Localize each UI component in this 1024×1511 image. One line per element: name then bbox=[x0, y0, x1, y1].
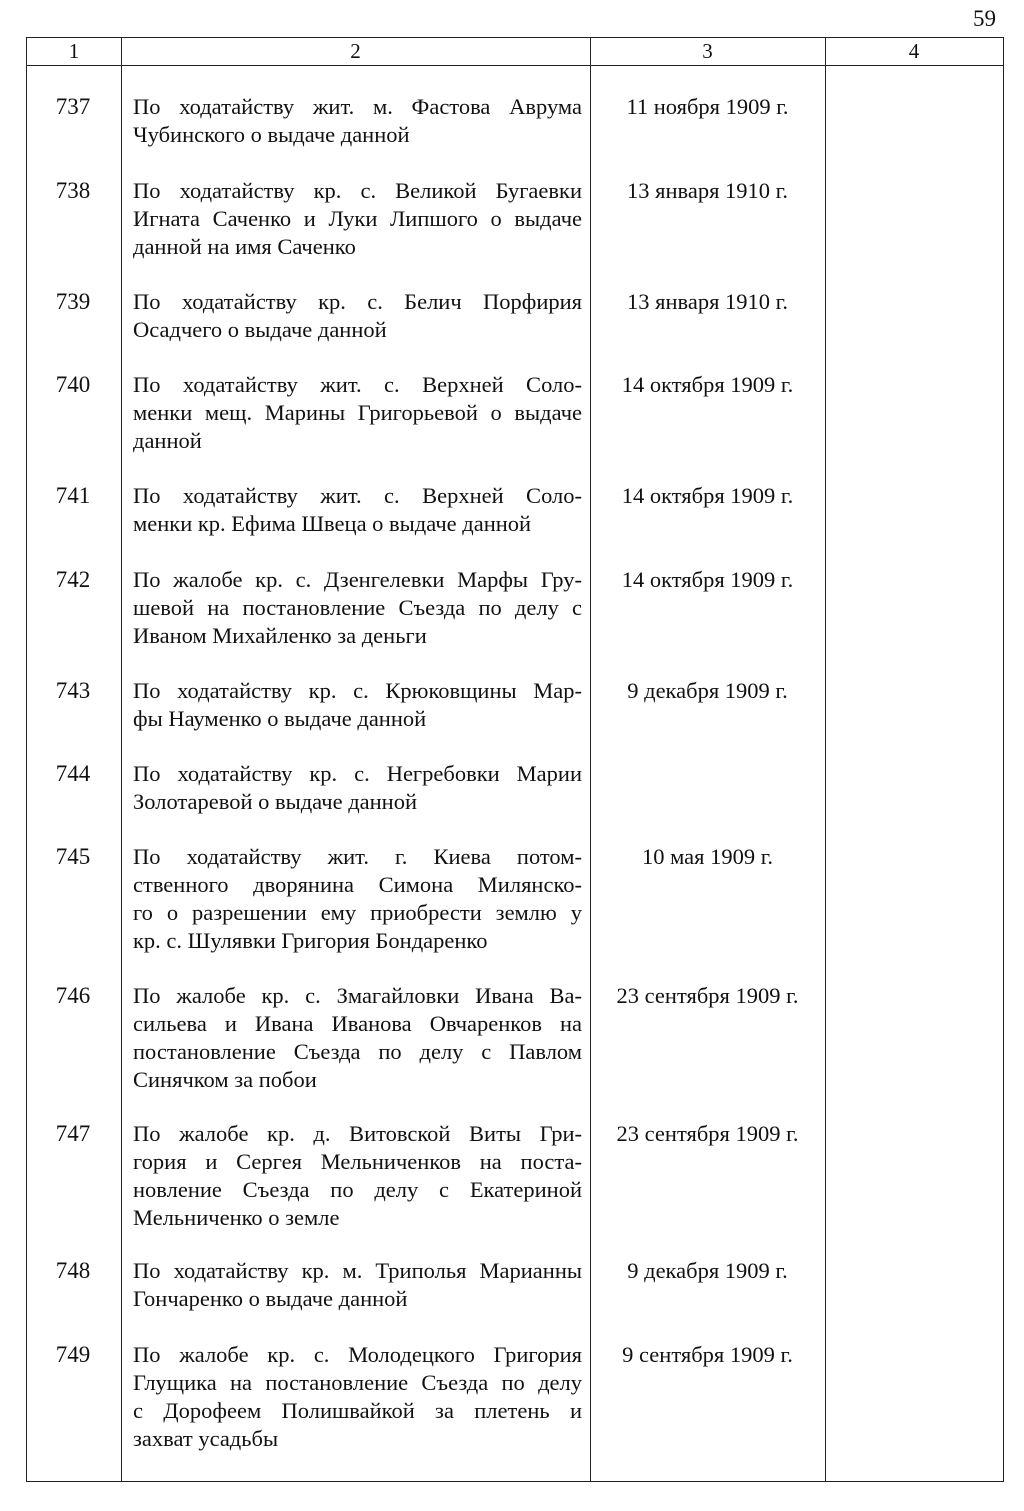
description-line: Глущика на постановление Съезда по делу bbox=[133, 1370, 582, 1395]
description-line: Осадчего о выдаче данной bbox=[133, 317, 387, 342]
entry-description bbox=[133, 1120, 582, 1232]
description-line: Синячком за побои bbox=[133, 1067, 317, 1092]
entry-description bbox=[133, 288, 582, 344]
entry-date: 9 декабря 1909 г. bbox=[627, 1258, 788, 1283]
description-line: Гончаренко о выдаче данной bbox=[133, 1286, 408, 1311]
entry-number: 742 bbox=[55, 567, 91, 592]
description-line: фы Науменко о выдаче данной bbox=[133, 706, 427, 731]
entry-number: 738 bbox=[55, 178, 91, 203]
description-line: По ходатайству жит. с. Верхней Соло- bbox=[133, 483, 582, 508]
entry-date: 10 мая 1909 г. bbox=[641, 844, 774, 869]
entry-description bbox=[133, 1341, 582, 1453]
entry-number: 743 bbox=[55, 678, 91, 703]
entry-date: 9 сентября 1909 г. bbox=[622, 1342, 793, 1367]
description-line: данной на имя Саченко bbox=[133, 234, 356, 259]
entry-description bbox=[133, 843, 582, 955]
description-line: Игната Саченко и Луки Липшого о выдаче bbox=[133, 206, 582, 231]
entry-number: 740 bbox=[55, 372, 91, 397]
description-line: кр. с. Шулявки Григория Бондаренко bbox=[133, 928, 488, 953]
entry-number: 744 bbox=[55, 761, 91, 786]
description-line: По жалобе кр. с. Молодецкого Григория bbox=[133, 1342, 582, 1367]
description-line: Золотаревой о выдаче данной bbox=[133, 789, 418, 814]
page-number: 59 bbox=[973, 6, 996, 31]
entry-number: 746 bbox=[55, 983, 91, 1008]
description-line: По ходатайству кр. м. Триполья Марианны bbox=[133, 1258, 582, 1283]
entry-date: 13 января 1910 г. bbox=[627, 178, 788, 203]
entry-description bbox=[133, 760, 582, 816]
entry-date: 23 сентября 1909 г. bbox=[616, 1121, 799, 1146]
description-line: Чубинского о выдаче данной bbox=[133, 122, 410, 147]
description-line: ственного дворянина Симона Милянско- bbox=[133, 872, 582, 897]
entry-number: 747 bbox=[55, 1121, 91, 1146]
description-line: менки мещ. Марины Григорьевой о выдаче bbox=[133, 400, 582, 425]
column-divider-1 bbox=[121, 38, 122, 1481]
description-line: го о разрешении ему приобрести землю у bbox=[133, 900, 582, 925]
description-line: По жалобе кр. д. Витовской Виты Гри- bbox=[133, 1121, 582, 1146]
description-line: По жалобе кр. с. Дзенгелевки Марфы Гру- bbox=[133, 567, 582, 592]
entry-description bbox=[133, 566, 582, 650]
entry-date: 9 декабря 1909 г. bbox=[627, 678, 788, 703]
entry-number: 741 bbox=[55, 483, 91, 508]
description-line: По ходатайству кр. с. Крюковщины Мар- bbox=[133, 678, 582, 703]
description-line: новление Съезда по делу с Екатериной bbox=[133, 1177, 582, 1202]
entry-description bbox=[133, 93, 582, 149]
description-line: захват усадьбы bbox=[133, 1426, 279, 1451]
entry-date: 14 октября 1909 г. bbox=[621, 372, 794, 397]
column-header-2: 2 bbox=[350, 39, 361, 63]
entry-description bbox=[133, 482, 582, 538]
entry-number: 748 bbox=[55, 1258, 91, 1283]
description-line: сильева и Ивана Иванова Овчаренков на bbox=[133, 1011, 582, 1036]
description-line: с Дорофеем Полишвайкой за плетень и bbox=[133, 1398, 582, 1423]
entry-date: 11 ноября 1909 г. bbox=[626, 94, 789, 119]
entry-number: 739 bbox=[55, 289, 91, 314]
description-line: По ходатайству жит. с. Верхней Соло- bbox=[133, 372, 582, 397]
description-line: шевой на постановление Съезда по делу с bbox=[133, 595, 582, 620]
entry-date: 14 октября 1909 г. bbox=[621, 483, 794, 508]
description-line: Мельниченко о земле bbox=[133, 1205, 340, 1230]
column-divider-3 bbox=[825, 38, 826, 1481]
description-line: Иваном Михайленко за деньги bbox=[133, 623, 427, 648]
column-header-4: 4 bbox=[908, 39, 920, 63]
entry-date: 14 октября 1909 г. bbox=[621, 567, 794, 592]
description-line: менки кр. Ефима Швеца о выдаче данной bbox=[133, 511, 532, 536]
description-line: По ходатайству жит. г. Киева потом- bbox=[133, 844, 582, 869]
description-line: По ходатайству кр. с. Негребовки Марии bbox=[133, 761, 582, 786]
description-line: По жалобе кр. с. Змагайловки Ивана Ва- bbox=[133, 983, 582, 1008]
description-line: гория и Сергея Мельниченков на поста- bbox=[133, 1149, 582, 1174]
entry-number: 745 bbox=[55, 844, 91, 869]
entry-date: 23 сентября 1909 г. bbox=[616, 983, 799, 1008]
column-header-3: 3 bbox=[702, 39, 713, 63]
entry-description bbox=[133, 677, 582, 733]
description-line: данной bbox=[133, 428, 202, 453]
description-line: По ходатайству кр. с. Белич Порфирия bbox=[133, 289, 582, 314]
entry-description bbox=[133, 177, 582, 261]
entry-description bbox=[133, 982, 582, 1094]
entry-number: 749 bbox=[55, 1342, 91, 1367]
description-line: постановление Съезда по делу с Павлом bbox=[133, 1039, 582, 1064]
entry-description bbox=[133, 1257, 582, 1313]
table-header bbox=[27, 38, 1003, 66]
entry-description bbox=[133, 371, 582, 455]
description-line: По ходатайству кр. с. Великой Бугаевки bbox=[133, 178, 582, 203]
column-header-1: 1 bbox=[68, 39, 80, 63]
description-line: По ходатайству жит. м. Фастова Аврума bbox=[133, 94, 582, 119]
entry-number: 737 bbox=[55, 94, 91, 119]
entry-date: 13 января 1910 г. bbox=[627, 289, 788, 314]
register-table bbox=[26, 37, 1004, 1482]
